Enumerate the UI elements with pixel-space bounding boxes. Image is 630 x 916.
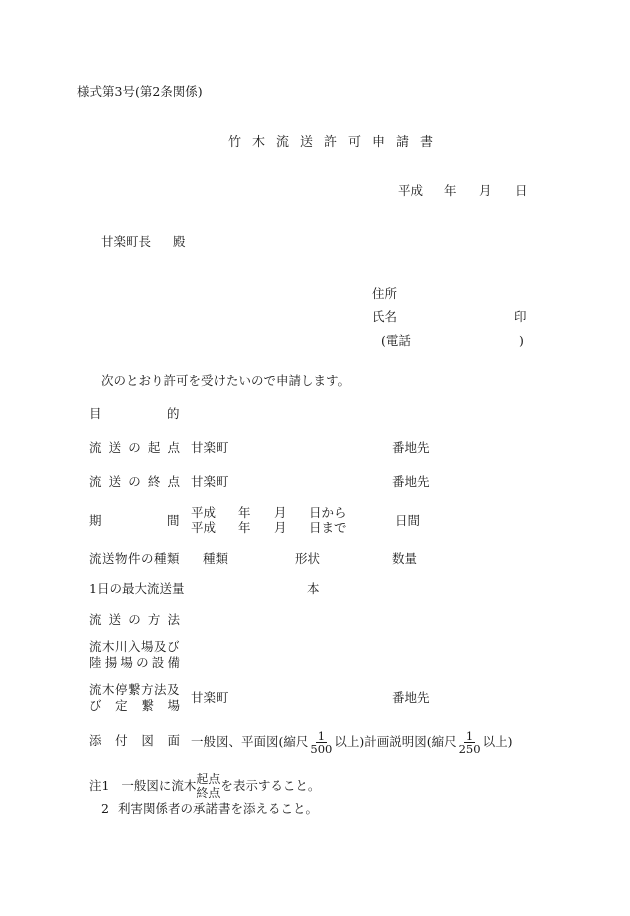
item-kind-label: 流送物件の種類 <box>89 551 181 566</box>
period-end-year: 年 <box>238 520 251 535</box>
application-statement: 次のとおり許可を受けたいので申請します。 <box>101 373 351 388</box>
start-end-stack: 起点 終点 <box>196 771 221 800</box>
attachments-label: 添 付 図 面 <box>89 733 180 748</box>
form-number-label: 様式第3号(第2条関係) <box>77 84 203 99</box>
period-end-day: 日まで <box>309 520 347 535</box>
start-point-suffix: 番地先 <box>392 440 430 455</box>
period-start-year: 年 <box>238 505 251 520</box>
purpose-label-a: 目 <box>89 406 102 421</box>
applicant-address-label: 住所 <box>372 286 398 301</box>
mooring-town: 甘楽町 <box>191 690 229 705</box>
max-volume-unit: 本 <box>307 581 320 596</box>
date-era: 平成 <box>398 183 424 198</box>
note-2-text: 利害関係者の承諾書を添えること。 <box>118 801 319 816</box>
method-label: 流 送 の 方 法 <box>89 612 180 627</box>
mooring-label-line1: 流木停繋方法及 <box>89 682 181 697</box>
document-title: 竹木流送許可申請書 <box>228 135 445 150</box>
addressee-name: 甘楽町長 <box>101 234 152 249</box>
seal-mark: 印 <box>514 309 527 324</box>
facility-label-line2: 陸 揚 場 の 設 備 <box>89 655 180 670</box>
end-point-suffix: 番地先 <box>392 474 430 489</box>
note-2-number: 2 <box>101 801 109 816</box>
applicant-name-label: 氏名 <box>372 309 398 324</box>
date-month: 月 <box>479 183 492 198</box>
facility-label-line1: 流木川入場及び <box>89 639 181 654</box>
period-start-day: 日から <box>309 505 347 520</box>
period-start-month: 月 <box>274 505 287 520</box>
phone-close: ) <box>519 333 524 348</box>
period-label-b: 間 <box>167 513 180 528</box>
item-kind-type: 種類 <box>203 551 229 566</box>
attachments-text: 一般図、平面図(縮尺 $\frac{1}{500}$ 以上)計画説明図(縮尺 $\frac{1}{250}$ 以上) <box>191 728 513 756</box>
max-volume-label: 1日の最大流送量 <box>89 581 185 596</box>
scale-fraction-500: $\frac{1}{500}$ <box>310 728 333 756</box>
date-day: 日 <box>515 183 528 198</box>
period-end-month: 月 <box>274 520 287 535</box>
end-point-label: 流 送 の 終 点 <box>89 474 180 489</box>
item-kind-shape: 形状 <box>295 551 321 566</box>
period-label-a: 期 <box>89 513 102 528</box>
start-point-label: 流 送 の 起 点 <box>89 440 180 455</box>
scale-fraction-250: $\frac{1}{250}$ <box>458 728 481 756</box>
end-point-town: 甘楽町 <box>191 474 229 489</box>
mooring-suffix: 番地先 <box>392 690 430 705</box>
item-kind-qty: 数量 <box>392 551 418 566</box>
note-1: 注1 一般図に流木 起点 終点 を表示すること。 <box>89 771 321 800</box>
addressee-honorific: 殿 <box>173 234 186 249</box>
start-point-town: 甘楽町 <box>191 440 229 455</box>
phone-open: (電話 <box>381 333 411 348</box>
period-days: 日間 <box>395 513 421 528</box>
purpose-label-b: 的 <box>167 406 180 421</box>
mooring-label-line2: び 定 繋 場 <box>89 698 180 713</box>
period-start-era: 平成 <box>191 505 217 520</box>
period-end-era: 平成 <box>191 520 217 535</box>
date-year: 年 <box>444 183 457 198</box>
